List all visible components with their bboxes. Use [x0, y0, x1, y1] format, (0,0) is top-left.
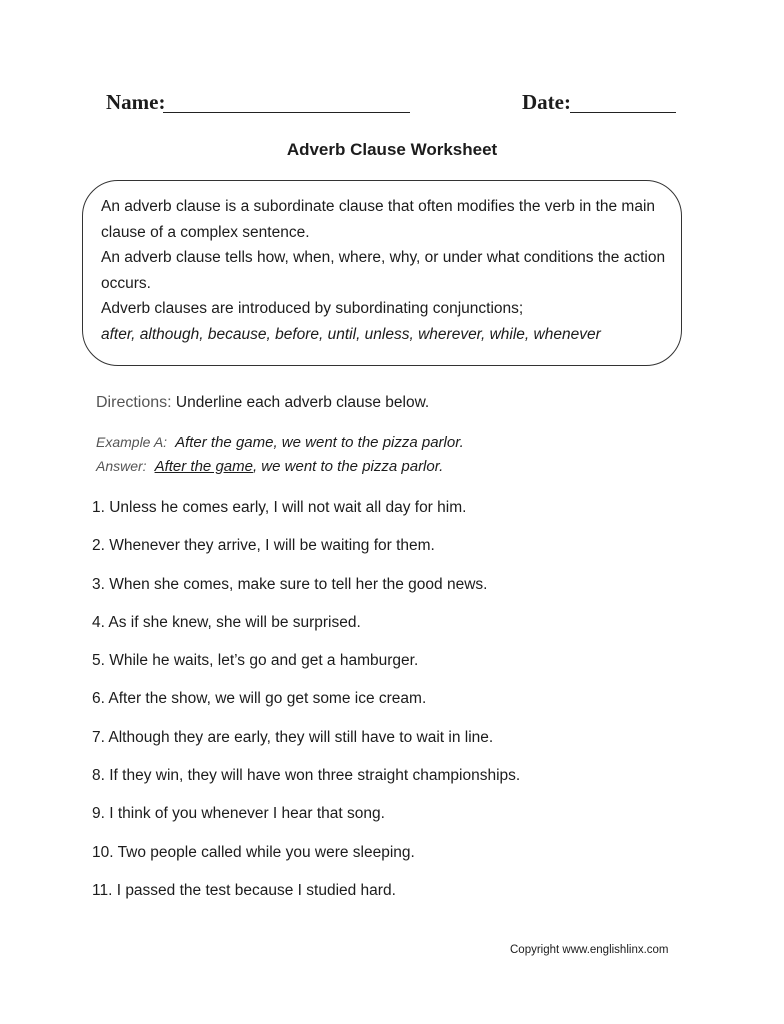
list-item: 2. Whenever they arrive, I will be waiting for them. [92, 537, 435, 554]
list-item: 3. When she comes, make sure to tell her the good news. [92, 576, 488, 593]
copyright: Copyright www.englishlinx.com [510, 944, 669, 956]
list-item: 10. Two people called while you were sleeping. [92, 844, 415, 861]
answer-underlined-clause: After the game [154, 458, 253, 475]
list-item: 1. Unless he comes early, I will not wait all day for him. [92, 499, 467, 516]
example-text: After the game, we went to the pizza parlor. [175, 434, 464, 451]
list-item: 11. I passed the test because I studied hard. [92, 882, 396, 899]
definition-text [101, 194, 671, 347]
answer-rest: , we went to the pizza parlor. [252, 458, 444, 475]
directions-text: Underline each adverb clause below. [175, 394, 430, 411]
example-label: Example A: [96, 434, 168, 450]
date-blank-line [570, 92, 676, 113]
list-item: 8. If they win, they will have won three straight championships. [92, 767, 521, 784]
page-title: Adverb Clause Worksheet [286, 140, 498, 159]
list-item: 7. Although they are early, they will still have to wait in line. [92, 729, 494, 746]
definition-line-3: Adverb clauses are introduced by subordinating conjunctions; [101, 300, 524, 317]
directions [96, 394, 429, 412]
definition-line-1: An adverb clause is a subordinate clause that often modifies the verb in the main clause of a complex sentence. [101, 198, 656, 241]
list-item: 6. After the show, we will go get some ice cream. [92, 690, 427, 707]
answer [96, 458, 443, 475]
name-blank-line [163, 92, 410, 113]
name-label: Name: [106, 90, 166, 114]
directions-label: Directions: [96, 394, 172, 411]
answer-label: Answer: [96, 458, 147, 474]
definition-line-2: An adverb clause tells how, when, where, why, or under what conditions the action occurs. [101, 249, 666, 292]
example [96, 434, 464, 451]
list-item: 4. As if she knew, she will be surprised. [92, 614, 361, 631]
conjunctions-list: after, although, because, before, until, unless, wherever, while, whenever [101, 325, 601, 343]
list-item: 9. I think of you whenever I hear that song. [92, 805, 385, 822]
date-label: Date: [522, 90, 571, 114]
list-item: 5. While he waits, let’s go and get a hamburger. [92, 652, 419, 669]
